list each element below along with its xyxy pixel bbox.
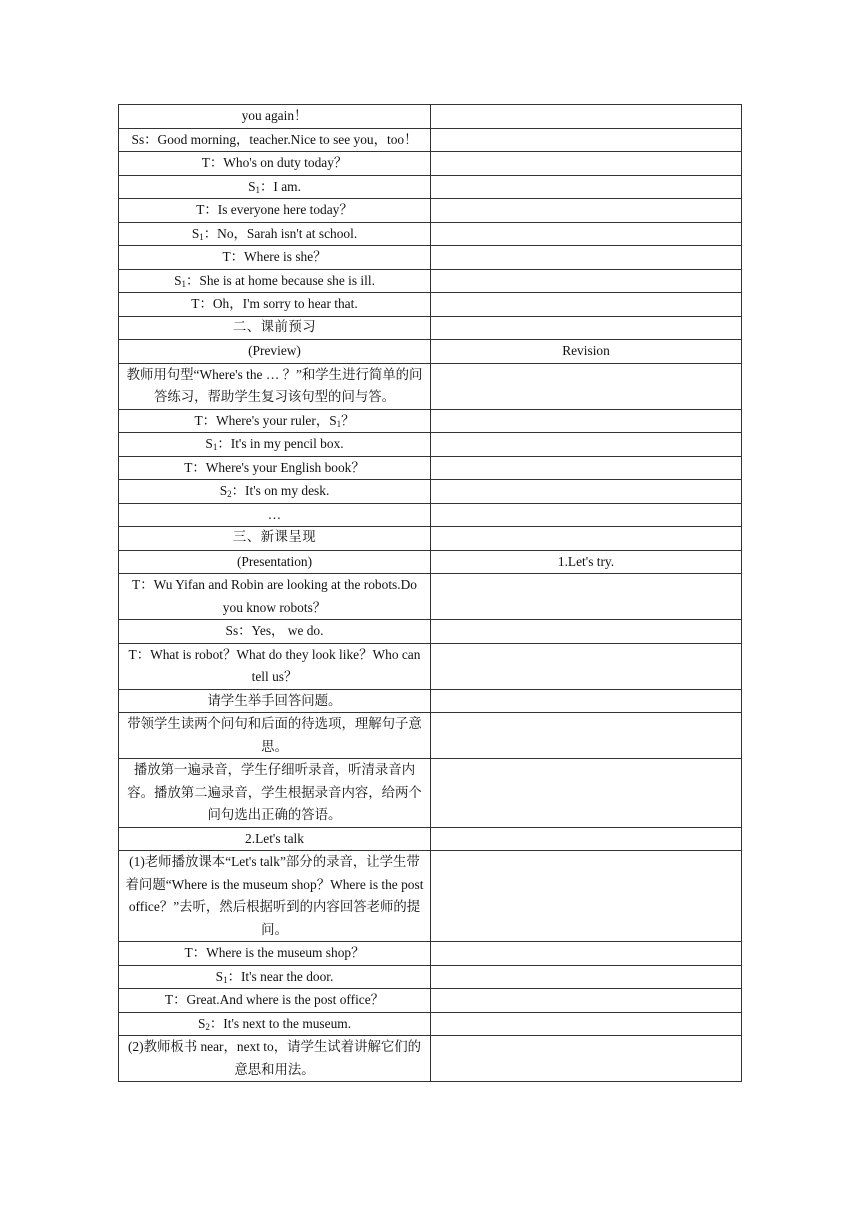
- activity-text: T：Who's on duty today？: [201, 155, 348, 170]
- note-cell: [431, 409, 742, 433]
- table-row: [119, 1012, 742, 1036]
- speaker-text: S: [191, 225, 200, 241]
- activity-cell: [119, 1012, 431, 1036]
- activity-cell: [119, 503, 431, 527]
- note-cell: [431, 293, 742, 317]
- activity-cell: [119, 128, 431, 152]
- activity-cell: [119, 363, 431, 409]
- dialogue-text: ：It's in my pencil box.: [217, 436, 344, 451]
- student-number: 1: [199, 231, 204, 242]
- activity-cell: [119, 689, 431, 713]
- activity-cell: [119, 989, 431, 1013]
- note-cell: [431, 433, 742, 457]
- dialogue-text: ：It's on my desk.: [231, 483, 330, 498]
- table-row: [119, 433, 742, 457]
- dialogue-text: ：She is at home because she is ill.: [186, 272, 375, 288]
- speaker-text: T：Where's your ruler，S: [194, 412, 337, 428]
- note-cell: [431, 689, 742, 713]
- activity-text: T：Where is the museum shop？: [184, 945, 365, 960]
- note-cell: [431, 363, 742, 409]
- activity-text: T：Wu Yifan and Robin are looking at the robots.Do you know robots？: [132, 577, 417, 615]
- note-cell: [431, 456, 742, 480]
- activity-cell: [119, 456, 431, 480]
- activity-text: …: [267, 506, 282, 522]
- table-row: [119, 293, 742, 317]
- activity-text: (2)教师板书 near，next to，请学生试着讲解它们的意思和用法。: [127, 1039, 422, 1077]
- activity-cell: [119, 965, 431, 989]
- table-row: [119, 456, 742, 480]
- table-row: [119, 550, 742, 574]
- speaker-text: S: [219, 483, 228, 498]
- section-heading: 三、新课呈现: [232, 530, 317, 545]
- activity-cell: [119, 152, 431, 176]
- note-text: 1.Let's try.: [557, 553, 615, 569]
- activity-cell: [119, 246, 431, 270]
- table-row: [119, 620, 742, 644]
- note-cell: [431, 269, 742, 293]
- table-row: [119, 1036, 742, 1082]
- note-cell: [431, 620, 742, 644]
- note-cell: [431, 199, 742, 223]
- note-cell: [431, 550, 742, 574]
- activity-text: (Preview): [248, 343, 301, 358]
- table-row: [119, 316, 742, 340]
- note-cell: [431, 340, 742, 364]
- table-row: [119, 222, 742, 246]
- activity-cell: [119, 713, 431, 759]
- activity-text: T：Great.And where is the post office？: [164, 992, 385, 1007]
- table-row: [119, 175, 742, 199]
- table-row: [119, 480, 742, 504]
- note-cell: [431, 965, 742, 989]
- speaker-text: S: [197, 1015, 206, 1031]
- note-cell: [431, 128, 742, 152]
- activity-text: 教师用句型“Where's the … ？”和学生进行简单的问答练习，帮助学生复习该句型的问与答。: [126, 366, 423, 404]
- note-cell: [431, 480, 742, 504]
- note-text: Revision: [562, 343, 610, 358]
- table-row: [119, 689, 742, 713]
- table-row: [119, 269, 742, 293]
- activity-cell: [119, 480, 431, 504]
- note-cell: [431, 851, 742, 942]
- student-number: 1: [212, 442, 218, 452]
- note-cell: [431, 175, 742, 199]
- activity-cell: [119, 433, 431, 457]
- activity-cell: [119, 620, 431, 644]
- student-number: 1: [255, 184, 261, 195]
- activity-cell: [119, 1036, 431, 1082]
- activity-text: T：What is robot？What do they look like？Who can tell us？: [128, 646, 421, 684]
- table-row: [119, 527, 742, 551]
- note-cell: [431, 527, 742, 551]
- dialogue-text: ：I am.: [260, 178, 301, 194]
- student-number: 2: [227, 489, 232, 499]
- student-number: 1: [336, 418, 342, 429]
- table-row: [119, 199, 742, 223]
- table-row: [119, 105, 742, 129]
- activity-text: 播放第一遍录音，学生仔细听录音，听清录音内容。播放第二遍录音，学生根据录音内容，给两个问句选出正确的答语。: [127, 762, 422, 822]
- note-cell: [431, 1012, 742, 1036]
- activity-text: (1)老师播放课本“Let's talk”部分的录音，让学生带着问题“Where is the museum shop？Where is the post office？”去听，然后根据听到的内容回答老师的提问。: [125, 854, 424, 937]
- speaker-text: S: [215, 968, 224, 984]
- activity-text: you again！: [241, 108, 308, 123]
- activity-cell: [119, 851, 431, 942]
- note-cell: [431, 942, 742, 966]
- activity-cell: [119, 574, 431, 620]
- activity-cell: [119, 340, 431, 364]
- activity-cell: [119, 827, 431, 851]
- note-cell: [431, 1036, 742, 1082]
- note-cell: [431, 827, 742, 851]
- student-number: 1: [223, 974, 228, 985]
- activity-text: T：Where's your English book？: [184, 459, 365, 475]
- table-row: [119, 759, 742, 828]
- table-row: [119, 574, 742, 620]
- note-cell: [431, 989, 742, 1013]
- table-row: [119, 713, 742, 759]
- activity-text: 请学生举手回答问题。: [207, 692, 342, 708]
- activity-cell: [119, 759, 431, 828]
- table-row: [119, 965, 742, 989]
- student-number: 1: [181, 278, 187, 289]
- activity-cell: [119, 105, 431, 129]
- table-row: [119, 942, 742, 966]
- activity-text: T：Oh，I'm sorry to hear that.: [191, 296, 358, 311]
- lesson-plan-table: [118, 104, 742, 1082]
- note-cell: [431, 713, 742, 759]
- table-row: [119, 503, 742, 527]
- speaker-text: S: [248, 178, 256, 194]
- student-number: 2: [205, 1021, 210, 1032]
- table-row: [119, 152, 742, 176]
- activity-text: Ss：Good morning，teacher.Nice to see you，too！: [131, 131, 418, 147]
- activity-cell: [119, 293, 431, 317]
- table-row: [119, 246, 742, 270]
- dialogue-text: ：It's next to the museum.: [209, 1015, 352, 1031]
- activity-cell: [119, 942, 431, 966]
- table-row: [119, 363, 742, 409]
- table-row: [119, 409, 742, 433]
- dialogue-text: ：No，Sarah isn't at school.: [203, 225, 358, 241]
- activity-text: Ss：Yes， we do.: [225, 623, 324, 638]
- speaker-text: S: [174, 272, 182, 288]
- note-cell: [431, 105, 742, 129]
- activity-text: 带领学生读两个问句和后面的待选项，理解句子意思。: [127, 716, 422, 754]
- activity-cell: [119, 222, 431, 246]
- activity-cell: [119, 643, 431, 689]
- note-cell: [431, 246, 742, 270]
- activity-text: 2.Let's talk: [245, 830, 304, 846]
- activity-cell: [119, 550, 431, 574]
- activity-cell: [119, 269, 431, 293]
- activity-cell: [119, 199, 431, 223]
- activity-text: (Presentation): [236, 553, 313, 569]
- table-row: [119, 851, 742, 942]
- section-heading: 二、课前预习: [232, 319, 317, 335]
- speaker-text: S: [205, 436, 213, 451]
- lesson-plan-rows: [119, 105, 742, 1082]
- note-cell: [431, 643, 742, 689]
- table-row: [119, 989, 742, 1013]
- note-cell: [431, 152, 742, 176]
- note-cell: [431, 503, 742, 527]
- table-row: [119, 643, 742, 689]
- note-cell: [431, 222, 742, 246]
- activity-cell: [119, 409, 431, 433]
- activity-text: T：Is everyone here today？: [196, 202, 353, 217]
- note-cell: [431, 759, 742, 828]
- note-cell: [431, 316, 742, 340]
- activity-text: T：Where is she？: [222, 249, 327, 264]
- activity-cell: [119, 175, 431, 199]
- table-row: [119, 827, 742, 851]
- note-cell: [431, 574, 742, 620]
- activity-cell: [119, 316, 431, 340]
- dialogue-text: ：It's near the door.: [227, 968, 334, 984]
- table-row: [119, 340, 742, 364]
- activity-cell: [119, 527, 431, 551]
- dialogue-text: ？: [341, 412, 355, 428]
- table-row: [119, 128, 742, 152]
